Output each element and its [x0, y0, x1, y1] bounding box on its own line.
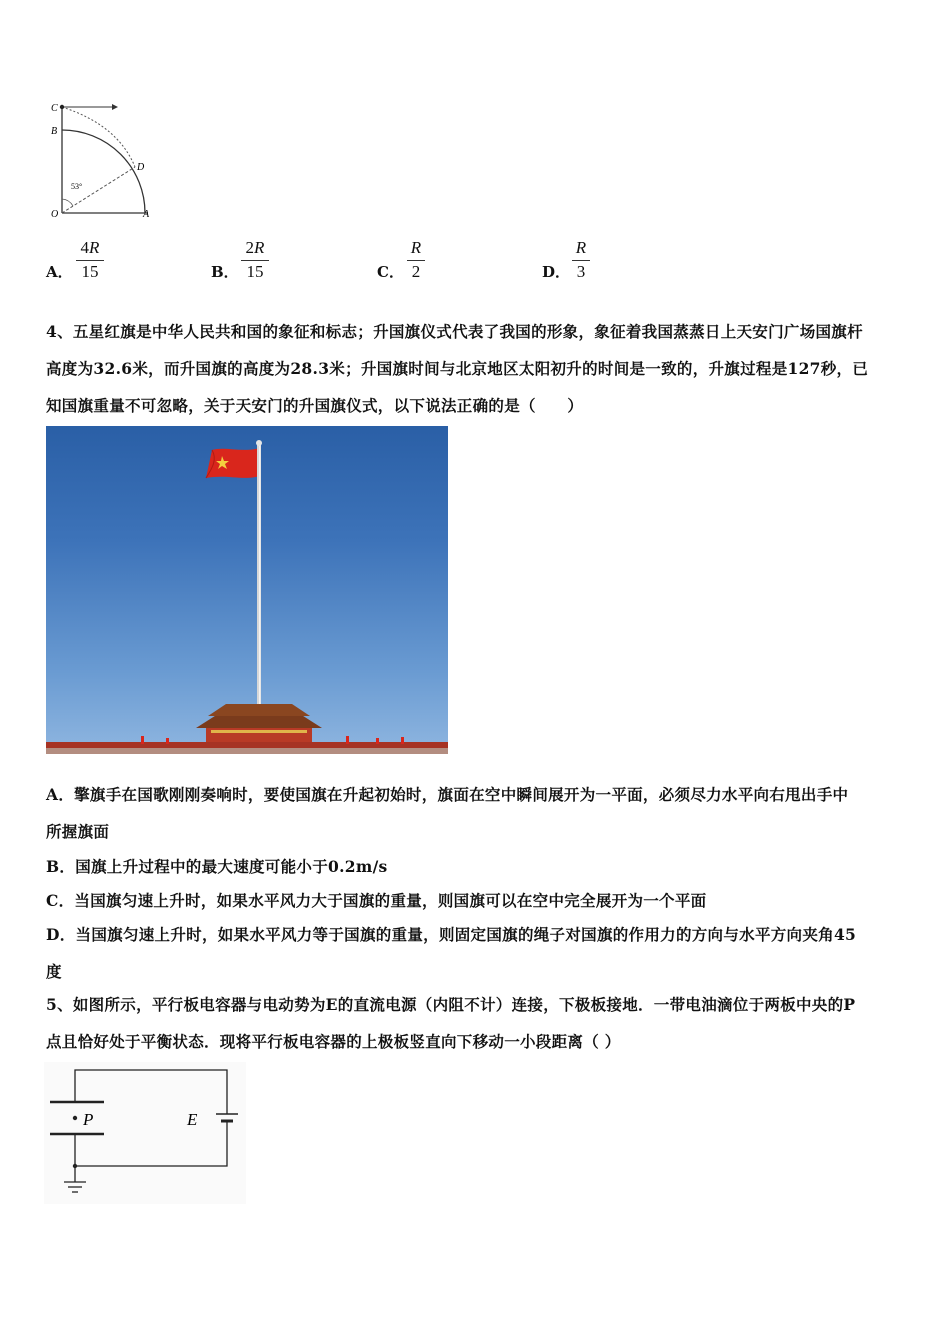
fraction: R 2	[407, 238, 425, 282]
label-o: O	[51, 209, 59, 220]
option-letter: A．	[46, 263, 73, 281]
option-b-text: B．国旗上升过程中的最大速度可能小于0.2m/s	[46, 857, 388, 876]
flag-photo	[46, 426, 448, 754]
option-c-text: C．当国旗匀速上升时，如果水平风力大于国旗的重量，则国旗可以在空中完全展开为一个平面	[46, 891, 707, 910]
label-p: P	[83, 1110, 94, 1129]
fraction: R 3	[572, 238, 590, 282]
q4-option-c[interactable]	[46, 882, 908, 919]
option-letter: B．	[211, 263, 239, 281]
q5-stem-line1: 5、如图所示，平行板电容器与电动势为E的直流电源（内阻不计）连接，下极板接地．一带电油滴位于两板中央的P	[46, 995, 856, 1014]
option-d-line1: D．当国旗匀速上升时，如果水平风力等于国旗的重量，则固定国旗的绳子对国旗的作用力的方向与水平方向夹角45	[46, 925, 857, 944]
q4-option-d[interactable]	[46, 916, 908, 990]
label-e: E	[187, 1110, 198, 1129]
option-letter: C．	[377, 263, 404, 281]
q3-option-c[interactable]	[377, 238, 477, 288]
q4-option-a[interactable]	[46, 776, 908, 850]
capacitor-circuit-diagram	[44, 1062, 246, 1204]
fraction: 4R 15	[76, 238, 104, 282]
option-a-line1: A．擎旗手在国歌刚刚奏响时，要使国旗在升起初始时，旗面在空中瞬间展开为一平面，必须尽力水平向右甩出手中	[46, 785, 849, 804]
q4-stem-line3: 知国旗重量不可忽略，关于天安门的升国旗仪式，以下说法正确的是（ ）	[46, 396, 584, 415]
label-c: C	[51, 103, 58, 114]
q5-stem-line2: 点且恰好处于平衡状态．现将平行板电容器的上极板竖直向下移动一小段距离（ ）	[46, 1032, 621, 1051]
q3-option-b[interactable]	[211, 238, 331, 288]
q4-stem-line1: 4、五星红旗是中华人民共和国的象征和标志；升国旗仪式代表了我国的形象，象征着我国蒸蒸日上天安门广场国旗杆	[46, 322, 863, 341]
q4-option-b[interactable]	[46, 848, 908, 885]
angle-label: 53°	[71, 182, 83, 191]
q4-stem-line2: 高度为32.6米，而升国旗的高度为28.3米；升国旗时间与北京地区太阳初升的时间是一致的，升旗过程是127秒，已	[46, 359, 869, 378]
option-d-line2: 度	[46, 962, 62, 981]
label-b: B	[51, 126, 58, 137]
q4-stem	[46, 313, 908, 424]
q3-option-d[interactable]	[542, 238, 642, 288]
q3-option-a[interactable]	[46, 238, 166, 288]
option-a-line2: 所握旗面	[46, 822, 110, 841]
option-letter: D．	[542, 263, 571, 281]
q3-quarter-circle-diagram	[40, 95, 170, 225]
label-d: D	[137, 162, 145, 173]
label-a: A	[143, 209, 150, 220]
q5-stem	[46, 986, 908, 1060]
fraction: 2R 15	[241, 238, 269, 282]
